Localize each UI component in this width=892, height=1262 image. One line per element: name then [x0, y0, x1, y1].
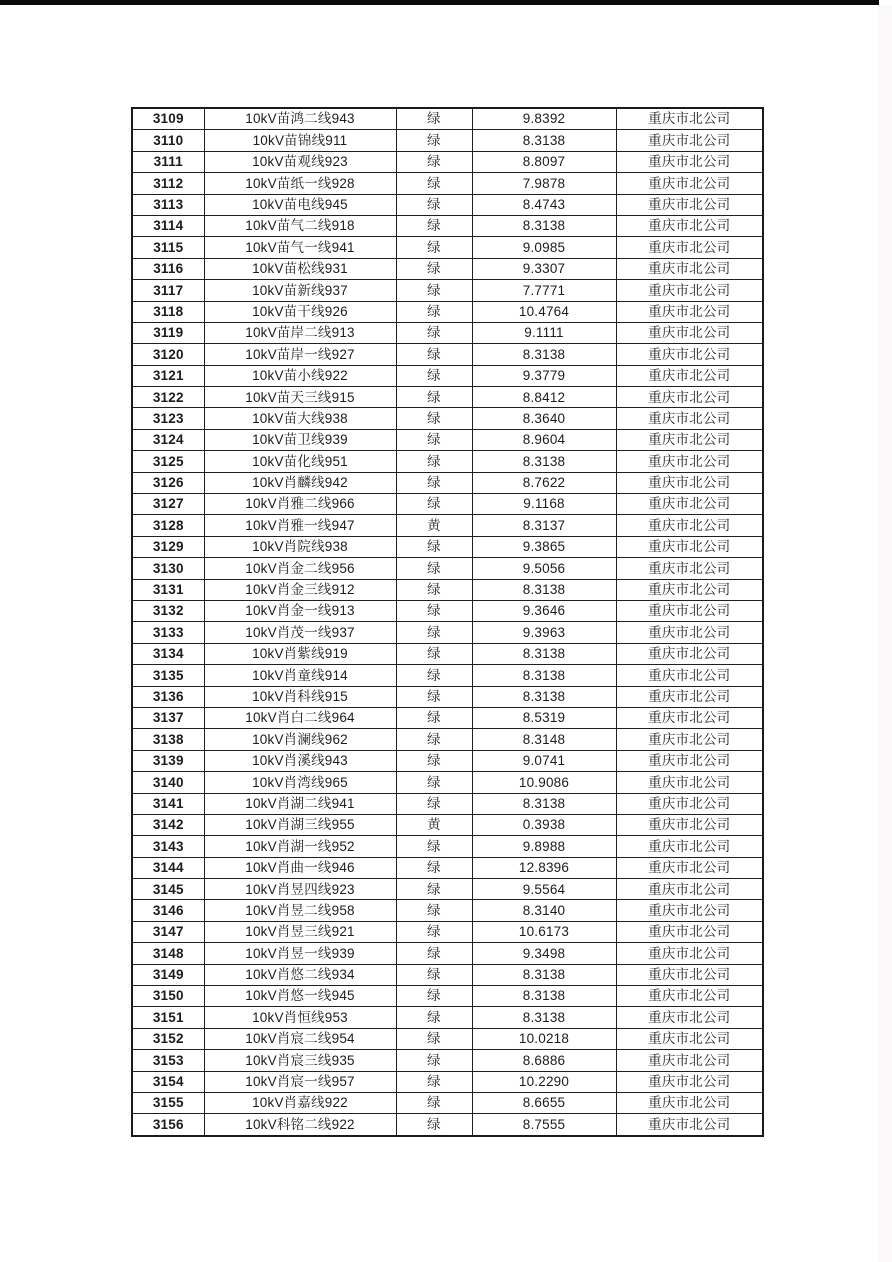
- cell-serial: 3121: [132, 365, 204, 386]
- cell-company: 重庆市北公司: [616, 750, 763, 771]
- cell-company: 重庆市北公司: [616, 986, 763, 1007]
- cell-value: 8.3138: [472, 986, 616, 1007]
- cell-line-name: 10kV苗锦线911: [204, 130, 396, 151]
- cell-company: 重庆市北公司: [616, 707, 763, 728]
- cell-status-color: 绿: [396, 258, 472, 279]
- cell-company: 重庆市北公司: [616, 772, 763, 793]
- cell-status-color: 绿: [396, 793, 472, 814]
- cell-company: 重庆市北公司: [616, 322, 763, 343]
- cell-company: 重庆市北公司: [616, 964, 763, 985]
- cell-company: 重庆市北公司: [616, 365, 763, 386]
- cell-line-name: 10kV肖昱三线921: [204, 921, 396, 942]
- cell-status-color: 绿: [396, 900, 472, 921]
- cell-company: 重庆市北公司: [616, 686, 763, 707]
- cell-line-name: 10kV苗鸿二线943: [204, 108, 396, 130]
- cell-serial: 3118: [132, 301, 204, 322]
- cell-line-name: 10kV苗化线951: [204, 451, 396, 472]
- cell-company: 重庆市北公司: [616, 344, 763, 365]
- cell-value: 8.3138: [472, 686, 616, 707]
- cell-serial: 3122: [132, 387, 204, 408]
- cell-serial: 3135: [132, 665, 204, 686]
- cell-status-color: 绿: [396, 451, 472, 472]
- cell-serial: 3128: [132, 515, 204, 536]
- cell-value: 9.3498: [472, 943, 616, 964]
- table-row: [132, 536, 763, 557]
- table-row: [132, 600, 763, 621]
- cell-status-color: 绿: [396, 964, 472, 985]
- cell-value: 9.8392: [472, 108, 616, 130]
- cell-serial: 3155: [132, 1092, 204, 1113]
- cell-company: 重庆市北公司: [616, 130, 763, 151]
- cell-value: 8.8097: [472, 151, 616, 172]
- cell-status-color: 绿: [396, 622, 472, 643]
- cell-value: 9.3779: [472, 365, 616, 386]
- table-row: [132, 1114, 763, 1136]
- cell-company: 重庆市北公司: [616, 258, 763, 279]
- cell-status-color: 绿: [396, 494, 472, 515]
- cell-line-name: 10kV肖金一线913: [204, 600, 396, 621]
- cell-status-color: 绿: [396, 772, 472, 793]
- cell-line-name: 10kV肖悠二线934: [204, 964, 396, 985]
- cell-line-name: 10kV肖悠一线945: [204, 986, 396, 1007]
- table-row: [132, 857, 763, 878]
- table-row: [132, 301, 763, 322]
- cell-status-color: 绿: [396, 1028, 472, 1049]
- cell-value: 10.2290: [472, 1071, 616, 1092]
- cell-status-color: 绿: [396, 387, 472, 408]
- cell-line-name: 10kV苗岸二线913: [204, 322, 396, 343]
- cell-value: 8.4743: [472, 194, 616, 215]
- cell-value: 8.3140: [472, 900, 616, 921]
- table-row: [132, 900, 763, 921]
- cell-line-name: 10kV肖麟线942: [204, 472, 396, 493]
- cell-line-name: 10kV苗大线938: [204, 408, 396, 429]
- cell-serial: 3125: [132, 451, 204, 472]
- cell-serial: 3144: [132, 857, 204, 878]
- table-row: [132, 151, 763, 172]
- cell-line-name: 10kV苗小线922: [204, 365, 396, 386]
- cell-serial: 3116: [132, 258, 204, 279]
- cell-company: 重庆市北公司: [616, 237, 763, 258]
- cell-status-color: 绿: [396, 686, 472, 707]
- table-row: [132, 194, 763, 215]
- cell-value: 10.6173: [472, 921, 616, 942]
- cell-company: 重庆市北公司: [616, 173, 763, 194]
- cell-line-name: 10kV苗气二线918: [204, 215, 396, 236]
- cell-line-name: 10kV肖澜线962: [204, 729, 396, 750]
- cell-value: 9.5564: [472, 879, 616, 900]
- cell-status-color: 绿: [396, 280, 472, 301]
- cell-serial: 3156: [132, 1114, 204, 1136]
- cell-serial: 3124: [132, 429, 204, 450]
- cell-status-color: 绿: [396, 750, 472, 771]
- table-row: [132, 964, 763, 985]
- cell-serial: 3139: [132, 750, 204, 771]
- cell-serial: 3114: [132, 215, 204, 236]
- cell-company: 重庆市北公司: [616, 857, 763, 878]
- table-row: [132, 686, 763, 707]
- cell-line-name: 10kV肖溪线943: [204, 750, 396, 771]
- cell-status-color: 绿: [396, 472, 472, 493]
- cell-value: 8.3138: [472, 451, 616, 472]
- cell-value: 9.3865: [472, 536, 616, 557]
- cell-status-color: 绿: [396, 729, 472, 750]
- table-row: [132, 429, 763, 450]
- cell-company: 重庆市北公司: [616, 1071, 763, 1092]
- cell-line-name: 10kV肖昱四线923: [204, 879, 396, 900]
- cell-line-name: 10kV肖湖三线955: [204, 814, 396, 835]
- cell-company: 重庆市北公司: [616, 215, 763, 236]
- cell-company: 重庆市北公司: [616, 943, 763, 964]
- top-edge-bar: [0, 0, 879, 5]
- cell-serial: 3145: [132, 879, 204, 900]
- cell-line-name: 10kV苗电线945: [204, 194, 396, 215]
- cell-status-color: 绿: [396, 536, 472, 557]
- cell-value: 8.3137: [472, 515, 616, 536]
- cell-line-name: 10kV肖科线915: [204, 686, 396, 707]
- cell-serial: 3123: [132, 408, 204, 429]
- table-row: [132, 879, 763, 900]
- cell-serial: 3137: [132, 707, 204, 728]
- cell-company: 重庆市北公司: [616, 814, 763, 835]
- cell-value: 8.3138: [472, 215, 616, 236]
- cell-value: 7.7771: [472, 280, 616, 301]
- cell-value: 8.8412: [472, 387, 616, 408]
- cell-value: 8.3138: [472, 130, 616, 151]
- cell-line-name: 10kV肖宸一线957: [204, 1071, 396, 1092]
- cell-value: 9.1168: [472, 494, 616, 515]
- cell-serial: 3132: [132, 600, 204, 621]
- cell-company: 重庆市北公司: [616, 836, 763, 857]
- cell-company: 重庆市北公司: [616, 921, 763, 942]
- cell-value: 10.0218: [472, 1028, 616, 1049]
- table-row: [132, 258, 763, 279]
- cell-status-color: 绿: [396, 943, 472, 964]
- cell-line-name: 10kV肖白二线964: [204, 707, 396, 728]
- cell-value: 8.3138: [472, 344, 616, 365]
- cell-company: 重庆市北公司: [616, 579, 763, 600]
- table-row: [132, 707, 763, 728]
- cell-status-color: 绿: [396, 707, 472, 728]
- cell-line-name: 10kV苗松线931: [204, 258, 396, 279]
- cell-company: 重庆市北公司: [616, 301, 763, 322]
- cell-line-name: 10kV肖湾线965: [204, 772, 396, 793]
- cell-serial: 3154: [132, 1071, 204, 1092]
- cell-company: 重庆市北公司: [616, 515, 763, 536]
- cell-value: 10.4764: [472, 301, 616, 322]
- table-row: [132, 280, 763, 301]
- cell-value: 9.5056: [472, 558, 616, 579]
- cell-company: 重庆市北公司: [616, 108, 763, 130]
- cell-line-name: 10kV肖恒线953: [204, 1007, 396, 1028]
- cell-value: 8.3138: [472, 579, 616, 600]
- table-row: [132, 387, 763, 408]
- cell-value: 8.3138: [472, 665, 616, 686]
- cell-status-color: 绿: [396, 322, 472, 343]
- cell-value: 8.6655: [472, 1092, 616, 1113]
- cell-value: 0.3938: [472, 814, 616, 835]
- cell-line-name: 10kV肖昱二线958: [204, 900, 396, 921]
- cell-company: 重庆市北公司: [616, 1092, 763, 1113]
- cell-serial: 3112: [132, 173, 204, 194]
- cell-status-color: 黄: [396, 515, 472, 536]
- cell-status-color: 绿: [396, 857, 472, 878]
- cell-company: 重庆市北公司: [616, 194, 763, 215]
- table-row: [132, 515, 763, 536]
- cell-value: 8.3138: [472, 643, 616, 664]
- table-row: [132, 494, 763, 515]
- cell-company: 重庆市北公司: [616, 558, 763, 579]
- cell-line-name: 10kV肖童线914: [204, 665, 396, 686]
- cell-line-name: 10kV肖雅一线947: [204, 515, 396, 536]
- cell-status-color: 绿: [396, 879, 472, 900]
- table-row: [132, 558, 763, 579]
- cell-serial: 3140: [132, 772, 204, 793]
- cell-company: 重庆市北公司: [616, 280, 763, 301]
- cell-serial: 3148: [132, 943, 204, 964]
- cell-serial: 3136: [132, 686, 204, 707]
- cell-value: 8.6886: [472, 1050, 616, 1071]
- cell-value: 9.1111: [472, 322, 616, 343]
- table-row: [132, 793, 763, 814]
- cell-company: 重庆市北公司: [616, 472, 763, 493]
- cell-serial: 3152: [132, 1028, 204, 1049]
- cell-value: 9.3646: [472, 600, 616, 621]
- cell-status-color: 绿: [396, 921, 472, 942]
- table-row: [132, 1071, 763, 1092]
- cell-serial: 3129: [132, 536, 204, 557]
- table-row: [132, 451, 763, 472]
- table-row: [132, 344, 763, 365]
- cell-value: 9.0741: [472, 750, 616, 771]
- cell-serial: 3153: [132, 1050, 204, 1071]
- cell-status-color: 绿: [396, 1092, 472, 1113]
- cell-serial: 3143: [132, 836, 204, 857]
- cell-serial: 3151: [132, 1007, 204, 1028]
- cell-status-color: 绿: [396, 986, 472, 1007]
- cell-serial: 3142: [132, 814, 204, 835]
- cell-value: 8.3138: [472, 1007, 616, 1028]
- cell-line-name: 10kV肖院线938: [204, 536, 396, 557]
- table-row: [132, 173, 763, 194]
- cell-line-name: 10kV苗天三线915: [204, 387, 396, 408]
- cell-company: 重庆市北公司: [616, 622, 763, 643]
- cell-status-color: 绿: [396, 408, 472, 429]
- cell-company: 重庆市北公司: [616, 408, 763, 429]
- cell-serial: 3150: [132, 986, 204, 1007]
- cell-serial: 3120: [132, 344, 204, 365]
- table-body: [132, 108, 763, 1136]
- table-row: [132, 472, 763, 493]
- cell-status-color: 绿: [396, 301, 472, 322]
- cell-value: 9.0985: [472, 237, 616, 258]
- cell-line-name: 10kV苗新线937: [204, 280, 396, 301]
- cell-serial: 3113: [132, 194, 204, 215]
- table-row: [132, 772, 763, 793]
- cell-company: 重庆市北公司: [616, 643, 763, 664]
- cell-value: 8.5319: [472, 707, 616, 728]
- cell-company: 重庆市北公司: [616, 1050, 763, 1071]
- table-row: [132, 365, 763, 386]
- cell-company: 重庆市北公司: [616, 1007, 763, 1028]
- table-row: [132, 408, 763, 429]
- cell-value: 8.3148: [472, 729, 616, 750]
- cell-status-color: 绿: [396, 1007, 472, 1028]
- cell-line-name: 10kV苗气一线941: [204, 237, 396, 258]
- cell-value: 8.7555: [472, 1114, 616, 1136]
- cell-serial: 3117: [132, 280, 204, 301]
- cell-value: 9.8988: [472, 836, 616, 857]
- cell-value: 8.9604: [472, 429, 616, 450]
- cell-serial: 3133: [132, 622, 204, 643]
- cell-company: 重庆市北公司: [616, 451, 763, 472]
- cell-line-name: 10kV肖湖二线941: [204, 793, 396, 814]
- cell-line-name: 10kV肖曲一线946: [204, 857, 396, 878]
- table-row: [132, 322, 763, 343]
- cell-line-name: 10kV肖金二线956: [204, 558, 396, 579]
- cell-line-name: 10kV肖茂一线937: [204, 622, 396, 643]
- table-row: [132, 579, 763, 600]
- cell-company: 重庆市北公司: [616, 600, 763, 621]
- cell-serial: 3147: [132, 921, 204, 942]
- cell-status-color: 绿: [396, 108, 472, 130]
- cell-value: 8.3138: [472, 964, 616, 985]
- cell-line-name: 10kV苗岸一线927: [204, 344, 396, 365]
- cell-serial: 3131: [132, 579, 204, 600]
- cell-serial: 3149: [132, 964, 204, 985]
- table-row: [132, 1050, 763, 1071]
- cell-line-name: 10kV肖雅二线966: [204, 494, 396, 515]
- cell-company: 重庆市北公司: [616, 494, 763, 515]
- cell-serial: 3119: [132, 322, 204, 343]
- table-row: [132, 943, 763, 964]
- cell-company: 重庆市北公司: [616, 151, 763, 172]
- cell-status-color: 绿: [396, 429, 472, 450]
- table-row: [132, 750, 763, 771]
- cell-company: 重庆市北公司: [616, 793, 763, 814]
- cell-serial: 3110: [132, 130, 204, 151]
- cell-line-name: 10kV肖湖一线952: [204, 836, 396, 857]
- cell-status-color: 绿: [396, 151, 472, 172]
- cell-status-color: 绿: [396, 237, 472, 258]
- cell-value: 8.3138: [472, 793, 616, 814]
- cell-line-name: 10kV肖宸三线935: [204, 1050, 396, 1071]
- cell-serial: 3115: [132, 237, 204, 258]
- cell-company: 重庆市北公司: [616, 387, 763, 408]
- cell-status-color: 绿: [396, 1114, 472, 1136]
- cell-status-color: 绿: [396, 1050, 472, 1071]
- cell-value: 12.8396: [472, 857, 616, 878]
- cell-company: 重庆市北公司: [616, 536, 763, 557]
- cell-value: 7.9878: [472, 173, 616, 194]
- cell-company: 重庆市北公司: [616, 900, 763, 921]
- cell-line-name: 10kV科铭二线922: [204, 1114, 396, 1136]
- cell-company: 重庆市北公司: [616, 1114, 763, 1136]
- cell-serial: 3126: [132, 472, 204, 493]
- cell-serial: 3130: [132, 558, 204, 579]
- table-row: [132, 665, 763, 686]
- cell-serial: 3146: [132, 900, 204, 921]
- cell-company: 重庆市北公司: [616, 729, 763, 750]
- page-right-edge: [878, 5, 892, 1262]
- cell-serial: 3138: [132, 729, 204, 750]
- cell-line-name: 10kV肖嘉线922: [204, 1092, 396, 1113]
- table-row: [132, 130, 763, 151]
- table-row: [132, 921, 763, 942]
- cell-serial: 3127: [132, 494, 204, 515]
- table-row: [132, 814, 763, 835]
- cell-status-color: 绿: [396, 1071, 472, 1092]
- cell-status-color: 绿: [396, 643, 472, 664]
- cell-line-name: 10kV苗纸一线928: [204, 173, 396, 194]
- cell-status-color: 绿: [396, 579, 472, 600]
- cell-line-name: 10kV苗卫线939: [204, 429, 396, 450]
- table-row: [132, 643, 763, 664]
- cell-status-color: 绿: [396, 194, 472, 215]
- cell-value: 9.3307: [472, 258, 616, 279]
- table-row: [132, 622, 763, 643]
- cell-status-color: 绿: [396, 665, 472, 686]
- cell-value: 8.3640: [472, 408, 616, 429]
- cell-line-name: 10kV肖紫线919: [204, 643, 396, 664]
- cell-line-name: 10kV肖金三线912: [204, 579, 396, 600]
- table-row: [132, 215, 763, 236]
- cell-serial: 3141: [132, 793, 204, 814]
- cell-line-name: 10kV苗观线923: [204, 151, 396, 172]
- cell-serial: 3134: [132, 643, 204, 664]
- cell-status-color: 绿: [396, 365, 472, 386]
- cell-line-name: 10kV肖宸二线954: [204, 1028, 396, 1049]
- cell-status-color: 绿: [396, 173, 472, 194]
- cell-status-color: 黄: [396, 814, 472, 835]
- table-row: [132, 237, 763, 258]
- table-row: [132, 729, 763, 750]
- cell-status-color: 绿: [396, 558, 472, 579]
- cell-company: 重庆市北公司: [616, 1028, 763, 1049]
- cell-company: 重庆市北公司: [616, 665, 763, 686]
- cell-status-color: 绿: [396, 836, 472, 857]
- table-row: [132, 1028, 763, 1049]
- cell-value: 9.3963: [472, 622, 616, 643]
- table-row: [132, 1092, 763, 1113]
- cell-status-color: 绿: [396, 344, 472, 365]
- table-row: [132, 1007, 763, 1028]
- cell-status-color: 绿: [396, 215, 472, 236]
- cell-status-color: 绿: [396, 130, 472, 151]
- cell-company: 重庆市北公司: [616, 879, 763, 900]
- cell-line-name: 10kV苗干线926: [204, 301, 396, 322]
- cell-serial: 3111: [132, 151, 204, 172]
- cell-line-name: 10kV肖昱一线939: [204, 943, 396, 964]
- cell-serial: 3109: [132, 108, 204, 130]
- table-row: [132, 108, 763, 130]
- cell-value: 8.7622: [472, 472, 616, 493]
- table-row: [132, 836, 763, 857]
- cell-value: 10.9086: [472, 772, 616, 793]
- cell-status-color: 绿: [396, 600, 472, 621]
- line-data-table: [131, 107, 764, 1137]
- table-row: [132, 986, 763, 1007]
- cell-company: 重庆市北公司: [616, 429, 763, 450]
